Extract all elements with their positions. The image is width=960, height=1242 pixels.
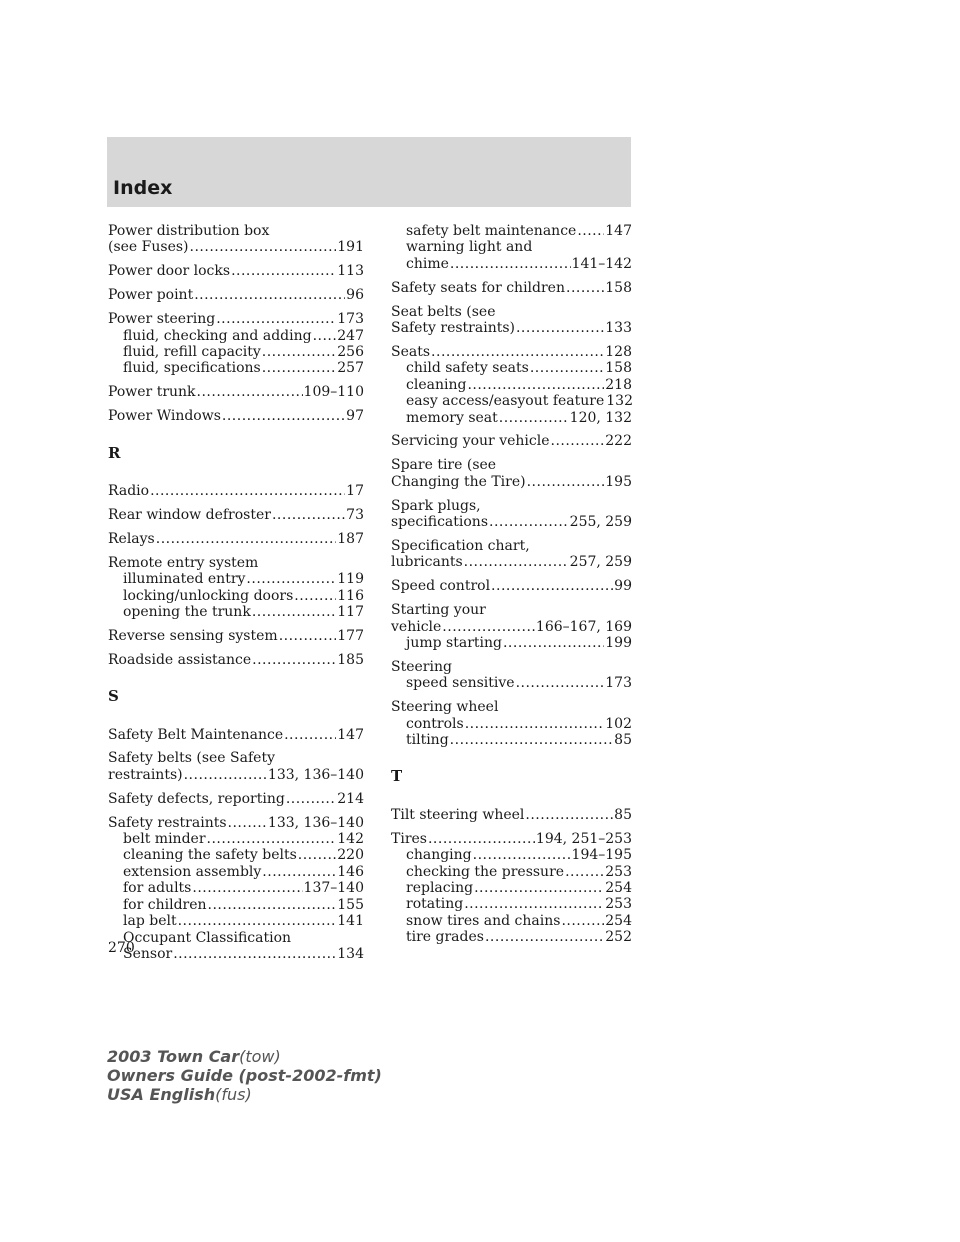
index-term: Safety belts (see Safety (108, 750, 275, 767)
index-page-ref: 133 (605, 320, 632, 337)
index-term: Safety seats for children (391, 279, 565, 296)
index-page-ref: 96 (346, 287, 364, 304)
index-entry (108, 384, 364, 400)
index-term: Specification chart, (391, 538, 530, 554)
index-page-ref: 117 (337, 603, 364, 620)
index-page-ref: 185 (337, 651, 364, 668)
dot-leader (192, 880, 302, 896)
index-letter-heading: T (391, 767, 403, 786)
dot-leader (516, 320, 604, 336)
index-page-ref: 113 (337, 263, 364, 280)
dot-leader (246, 571, 336, 587)
index-term: specifications (391, 514, 489, 531)
index-entry-line (108, 555, 364, 571)
index-entry-line (391, 807, 632, 823)
index-entry-line (108, 815, 364, 831)
dot-leader (561, 913, 604, 929)
index-entry-line (108, 287, 364, 303)
index-subentry-line (391, 716, 632, 732)
index-entry-line (391, 280, 632, 296)
index-entry (108, 727, 364, 743)
dot-leader (194, 287, 345, 303)
index-entry (391, 344, 632, 426)
index-entry-line (108, 239, 364, 255)
index-page-ref: 119 (337, 571, 364, 588)
index-term: Spark plugs, (391, 497, 481, 514)
index-term: for adults (123, 880, 192, 897)
index-page-ref: 85 (614, 732, 632, 749)
index-page-ref: 141–142 (571, 255, 632, 272)
index-subentry-line (391, 239, 632, 255)
index-term: cleaning the safety belts (123, 847, 297, 864)
index-term: fluid, specifications (123, 360, 261, 377)
index-term: Safety restraints) (391, 320, 515, 337)
index-term: Rear window defroster (108, 506, 271, 523)
index-subentry-line (391, 223, 632, 239)
index-page-ref: 116 (337, 587, 364, 604)
index-subentry-line (108, 604, 364, 620)
index-entry (108, 791, 364, 807)
index-page-ref: 253 (605, 863, 632, 880)
dot-leader (464, 554, 569, 570)
dot-leader (428, 831, 535, 847)
index-page-ref: 133, 136–140 (267, 766, 364, 783)
index-term: Power distribution box (108, 223, 270, 239)
index-entry (391, 578, 632, 594)
index-page-ref: 158 (605, 279, 632, 296)
index-page-ref: 137–140 (303, 880, 364, 897)
index-term: lubricants (391, 554, 463, 571)
index-subentry-line (391, 864, 632, 880)
index-page-ref: 85 (614, 806, 632, 823)
index-subentry-line (391, 732, 632, 748)
dot-leader (485, 929, 604, 945)
index-entry-line (391, 538, 632, 554)
footer-line-language (107, 1085, 382, 1104)
dot-leader (516, 675, 605, 691)
index-term: locking/unlocking doors (123, 587, 294, 604)
index-subentry-line (391, 377, 632, 393)
index-subentry-line (391, 880, 632, 896)
index-term: Power steering (108, 311, 216, 328)
index-entry-line (391, 619, 632, 635)
index-page-ref: 199 (605, 635, 632, 652)
index-entry-line (108, 483, 364, 499)
index-term: Power trunk (108, 384, 196, 401)
dot-leader (178, 913, 337, 929)
index-term: Tilt steering wheel (391, 806, 525, 823)
dot-leader (150, 483, 345, 499)
dot-leader (197, 384, 303, 400)
index-entry (108, 408, 364, 424)
dot-leader (207, 831, 337, 847)
index-page-ref: 173 (605, 675, 632, 692)
index-term: extension assembly (123, 863, 262, 880)
index-letter-heading: R (108, 443, 121, 462)
index-entry-line (108, 384, 364, 400)
index-term: tire grades (406, 929, 484, 946)
index-term: opening the trunk (123, 603, 251, 620)
index-page-ref: 173 (337, 311, 364, 328)
index-entry-line (108, 727, 364, 743)
section-title: Index (113, 177, 173, 199)
index-page-ref: 177 (337, 627, 364, 644)
section-header-bar (107, 137, 631, 207)
dot-leader (474, 880, 604, 896)
index-entry (108, 223, 364, 256)
dot-leader (467, 377, 604, 393)
index-entry-line (391, 457, 632, 473)
index-entry-line (108, 263, 364, 279)
index-subentry-line (108, 328, 364, 344)
index-term: Steering (391, 658, 452, 675)
index-term: fluid, checking and adding (123, 327, 312, 344)
index-term: Seats (391, 343, 431, 360)
dot-leader (216, 311, 336, 327)
index-subentry-line (391, 896, 632, 912)
index-page-ref: 166–167, 169 (535, 618, 632, 635)
index-entry (391, 433, 632, 449)
index-entry (108, 263, 364, 279)
index-entry-line (391, 578, 632, 594)
dot-leader (262, 344, 337, 360)
index-entry (391, 831, 632, 946)
footer-model: 2003 Town Car (107, 1047, 240, 1066)
dot-leader (566, 280, 604, 296)
index-subentry-line (391, 410, 632, 426)
index-page-ref: 102 (605, 715, 632, 732)
index-subentry-line (108, 913, 364, 929)
index-entry (391, 280, 632, 296)
dot-leader (577, 223, 604, 239)
index-term: Servicing your vehicle (391, 433, 550, 450)
document-footer (107, 1047, 382, 1104)
index-term: replacing (406, 880, 474, 896)
index-page-ref: 73 (346, 506, 364, 523)
index-entry-line (108, 311, 364, 327)
index-page-ref: 194, 251–253 (535, 830, 632, 847)
index-entry-line (391, 602, 632, 618)
index-page-ref: 214 (337, 790, 364, 807)
index-term: Occupant Classification (123, 929, 292, 946)
index-page-ref: 128 (605, 343, 632, 360)
index-entry-line (391, 344, 632, 360)
dot-leader (262, 360, 337, 376)
index-entry (108, 555, 364, 621)
dot-leader (222, 408, 345, 424)
dot-leader (530, 360, 604, 376)
index-entry (108, 652, 364, 668)
index-term: vehicle (391, 618, 442, 635)
index-entry-line (108, 750, 364, 766)
index-entry-line (391, 433, 632, 449)
index-entry-line (391, 514, 632, 530)
index-term: Spare tire (see (391, 457, 497, 474)
index-term: Changing the Tire) (391, 473, 526, 490)
index-entry (108, 483, 364, 499)
index-term: child safety seats (406, 360, 529, 377)
index-term: controls (406, 715, 464, 732)
index-entry-line (391, 474, 632, 490)
index-term: Speed control (391, 578, 491, 595)
index-page-ref: 252 (605, 929, 632, 946)
index-page-ref: 142 (337, 831, 364, 848)
index-entry-line (391, 320, 632, 336)
dot-leader (491, 578, 613, 594)
dot-leader (231, 263, 336, 279)
index-subentry-line (391, 929, 632, 945)
index-entry-line (391, 304, 632, 320)
index-column-right (391, 223, 632, 953)
index-term: warning light and (406, 239, 533, 256)
index-subentry-line (108, 588, 364, 604)
index-entry (391, 304, 632, 337)
index-subentry-line (108, 344, 364, 360)
index-term: restraints) (108, 766, 183, 783)
dot-leader (279, 628, 337, 644)
index-term: Power point (108, 287, 194, 304)
index-page-ref: 147 (605, 223, 632, 239)
index-term: Roadside assistance (108, 651, 252, 668)
dot-leader (527, 474, 605, 490)
index-entry-line (108, 628, 364, 644)
index-subentry-line (108, 880, 364, 896)
index-page-ref: 146 (337, 863, 364, 880)
index-entry-line (108, 223, 364, 239)
dot-leader (252, 604, 336, 620)
index-page-ref: 220 (337, 847, 364, 864)
index-entry-line (391, 659, 632, 675)
index-term: speed sensitive (406, 675, 515, 692)
dot-leader (473, 847, 571, 863)
dot-leader (294, 588, 336, 604)
index-page-ref: 254 (605, 880, 632, 896)
dot-leader (503, 635, 604, 651)
index-page-ref: 158 (605, 360, 632, 377)
index-entry-line (108, 791, 364, 807)
index-page-ref: 134 (337, 945, 364, 962)
dot-leader (565, 864, 604, 880)
index-entry (391, 457, 632, 490)
index-term: Power door locks (108, 263, 231, 280)
index-term: safety belt maintenance (406, 223, 577, 239)
index-term: memory seat (406, 409, 498, 426)
dot-leader (252, 652, 336, 668)
index-term: easy access/easyout feature (406, 393, 605, 410)
index-page-ref: 253 (605, 896, 632, 913)
index-entry (108, 628, 364, 644)
index-page-ref: 256 (337, 343, 364, 360)
index-term: Steering wheel (391, 699, 499, 716)
dot-leader (284, 727, 336, 743)
index-term: Safety defects, reporting (108, 790, 285, 807)
index-term: Safety Belt Maintenance (108, 726, 284, 743)
index-subentry-line (391, 256, 632, 272)
index-subentry-line (108, 946, 364, 962)
index-term: snow tires and chains (406, 912, 561, 929)
index-entry (391, 223, 632, 272)
index-term: Starting your (391, 602, 486, 619)
index-entry (108, 287, 364, 303)
index-term: illuminated entry (123, 571, 246, 588)
index-page-ref: 195 (605, 473, 632, 490)
index-subentry-line (108, 360, 364, 376)
footer-language-code: (fus) (215, 1085, 252, 1104)
index-entry-line (391, 498, 632, 514)
index-term: Radio (108, 482, 150, 499)
index-entry (391, 659, 632, 692)
index-entry (391, 602, 632, 651)
index-entry-line (391, 554, 632, 570)
index-page-ref: 218 (605, 376, 632, 393)
index-term: Remote entry system (108, 554, 259, 571)
dot-leader (173, 946, 336, 962)
index-page-ref: 187 (337, 530, 364, 547)
index-term: jump starting (406, 635, 502, 652)
index-term: fluid, refill capacity (123, 343, 261, 360)
index-entry (108, 815, 364, 963)
index-subentry-line (391, 913, 632, 929)
index-term: Seat belts (see (391, 303, 496, 320)
index-term: rotating (406, 896, 464, 913)
index-term: Sensor (123, 945, 173, 962)
index-entry-line (108, 408, 364, 424)
index-page-ref: 194–195 (571, 847, 632, 864)
index-term: cleaning (406, 376, 467, 393)
index-column-left (108, 223, 364, 970)
dot-leader (156, 531, 337, 547)
index-term: belt minder (123, 831, 206, 848)
footer-line-guide (107, 1066, 382, 1085)
index-page-ref: 141 (337, 913, 364, 930)
index-page-ref: 99 (614, 578, 632, 595)
dot-leader (465, 716, 605, 732)
index-subentry-line (391, 360, 632, 376)
dot-leader (313, 328, 337, 344)
dot-leader (464, 896, 604, 912)
index-page-ref: 257, 259 (569, 554, 632, 571)
dot-leader (298, 847, 336, 863)
index-term: for children (123, 896, 207, 913)
index-subentry-line (108, 930, 364, 946)
index-page-ref: 120, 132 (569, 409, 632, 426)
dot-leader (190, 239, 337, 255)
dot-leader (286, 791, 336, 807)
index-page-ref: 147 (337, 726, 364, 743)
dot-leader (228, 815, 267, 831)
index-subentry-line (108, 847, 364, 863)
index-page-ref: 222 (605, 433, 632, 450)
dot-leader (450, 732, 614, 748)
dot-leader (450, 256, 571, 272)
index-subentry-line (391, 847, 632, 863)
index-page-ref: 247 (337, 327, 364, 344)
index-term: Safety restraints (108, 814, 227, 831)
index-subentry-line (391, 393, 632, 409)
index-entry-line (391, 831, 632, 847)
index-page-ref: 133, 136–140 (267, 814, 364, 831)
index-entry (108, 507, 364, 523)
index-subentry-line (108, 897, 364, 913)
footer-model-code: (tow) (239, 1047, 281, 1066)
dot-leader (272, 507, 345, 523)
dot-leader (551, 433, 605, 449)
dot-leader (208, 897, 337, 913)
dot-leader (489, 514, 569, 530)
index-entry (391, 699, 632, 748)
index-term: Reverse sensing system (108, 627, 278, 644)
index-entry (391, 538, 632, 571)
index-entry (108, 750, 364, 783)
index-term: Power Windows (108, 408, 221, 425)
index-page-ref: 109–110 (303, 384, 364, 401)
index-term: Tires (391, 830, 427, 847)
footer-line-model (107, 1047, 382, 1066)
index-page-ref: 155 (337, 896, 364, 913)
index-page-ref: 191 (337, 239, 364, 256)
index-entry-line (108, 652, 364, 668)
index-subentry-line (108, 571, 364, 587)
index-page-ref: 17 (346, 482, 364, 499)
index-subentry-line (108, 831, 364, 847)
index-entry (391, 807, 632, 823)
index-entry-line (108, 531, 364, 547)
page-number: 270 (108, 940, 135, 956)
index-page-ref: 97 (346, 408, 364, 425)
index-entry (108, 311, 364, 377)
index-term: chime (406, 255, 449, 272)
dot-leader (525, 807, 613, 823)
index-page-ref: 254 (605, 912, 632, 929)
index-entry-line (108, 507, 364, 523)
index-term: Relays (108, 530, 155, 547)
index-entry (108, 531, 364, 547)
index-page-ref: 255, 259 (569, 514, 632, 531)
index-page-ref: 257 (337, 360, 364, 377)
footer-language: USA English (107, 1085, 216, 1104)
dot-leader (442, 619, 535, 635)
index-term: changing (406, 847, 472, 864)
dot-leader (499, 410, 569, 426)
index-term: lap belt (123, 913, 177, 930)
dot-leader (431, 344, 604, 360)
dot-leader (262, 864, 336, 880)
index-entry-line (108, 767, 364, 783)
index-subentry-line (108, 864, 364, 880)
footer-guide: Owners Guide (post-2002-fmt) (107, 1066, 382, 1085)
index-term: checking the pressure (406, 863, 565, 880)
index-page-ref: 132 (606, 393, 633, 410)
index-subentry-line (391, 635, 632, 651)
index-term: (see Fuses) (108, 239, 189, 256)
index-subentry-line (391, 675, 632, 691)
index-term: tilting (406, 732, 449, 749)
dot-leader (184, 767, 267, 783)
index-letter-heading: S (108, 687, 119, 706)
index-entry-line (391, 699, 632, 715)
index-entry (391, 498, 632, 531)
